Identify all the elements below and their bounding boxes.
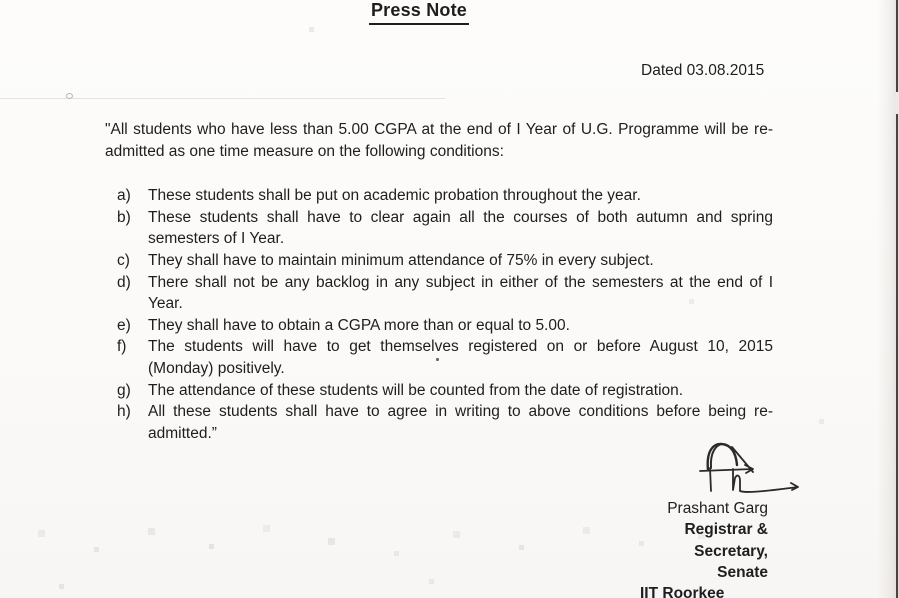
date-line: Dated 03.08.2015 [641, 62, 765, 79]
document-body [105, 119, 773, 444]
condition-item-f [105, 336, 773, 379]
condition-label: g) [117, 381, 131, 399]
condition-label: d) [117, 273, 131, 291]
intro-paragraph: "All students who have less than 5.00 CGPA at the end of I Year of U.G. Programme will be re-admitted as one time measure on the following conditions: [105, 121, 773, 160]
condition-label: b) [117, 208, 131, 226]
signature-block [640, 498, 768, 598]
scan-edge-line [896, 0, 898, 598]
scan-artifact-speck [66, 93, 73, 99]
condition-item-e [105, 315, 773, 337]
signatory-name: Prashant Garg [667, 500, 768, 517]
condition-text: These students shall have to clear again all the courses of both autumn and spring semesters of I Year. [148, 208, 773, 248]
condition-item-d [105, 272, 773, 315]
page-title: Press Note [369, 0, 469, 25]
document-header [0, 0, 838, 25]
condition-label: e) [117, 316, 131, 334]
condition-item-a [105, 185, 773, 207]
condition-text: They shall have to maintain minimum attendance of 75% in every subject. [148, 251, 654, 269]
condition-label: f) [117, 338, 127, 356]
signatory-title-line: Secretary, Senate [694, 542, 768, 581]
condition-text: All these students shall have to agree in writing to above conditions before being re-admitted.” [148, 403, 773, 442]
handwritten-signature-icon [690, 438, 810, 503]
condition-label: c) [117, 251, 130, 269]
condition-text: The students will have to get themselves registered on or before August 10, 2015 (Monday) positively. [148, 338, 773, 377]
signatory-title-line: Registrar & [684, 521, 768, 539]
scan-edge-gap [895, 92, 899, 114]
condition-label: a) [117, 187, 131, 205]
condition-item-g [105, 380, 773, 402]
condition-text: These students shall be put on academic probation throughout the year. [148, 187, 641, 205]
condition-text: There shall not be any backlog in any subject in either of the semesters at the end of I Year. [148, 273, 773, 313]
condition-item-b [105, 207, 773, 250]
condition-item-c [105, 250, 773, 272]
condition-text: They shall have to obtain a CGPA more than or equal to 5.00. [148, 316, 570, 334]
condition-text: The attendance of these students will be counted from the date of registration. [148, 381, 684, 399]
condition-item-h [105, 401, 773, 444]
conditions-list [105, 185, 773, 444]
condition-label: h) [117, 403, 131, 421]
signatory-org: IIT Roorkee [640, 585, 725, 598]
